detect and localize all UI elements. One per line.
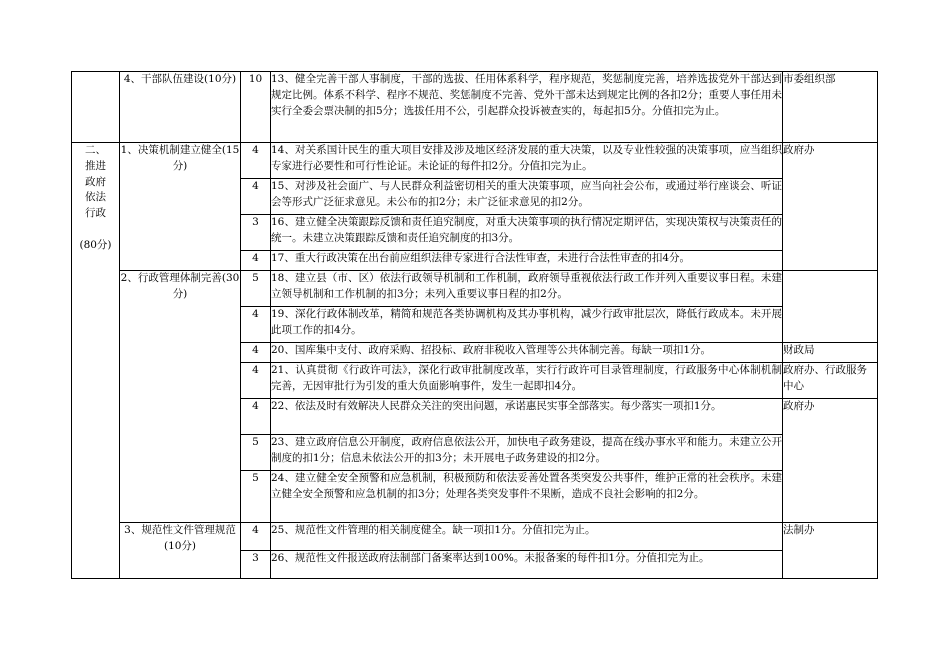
- category-title: 二、推进政府依法行政: [85, 144, 106, 219]
- criterion-cell: 13、健全完善干部人事制度，干部的选拔、任用体系科学，程序规范，奖惩制度完善，培养选拔党外干部达到规定比例。体系不科学、程序不规范、奖惩制度不完善、党外干部未达到规定比例的各扣2分；重要人事任用未实行全委会票决制的扣5分；选拔任用不公，引起群众投诉被查实的，每起扣5分。分值扣完为止。: [271, 72, 783, 143]
- table-row: [72, 72, 878, 143]
- subcategory-cell: 3、规范性文件管理规范(10分): [120, 523, 241, 579]
- responsible-cell: 政府办: [783, 399, 878, 523]
- category-score: (80分): [79, 238, 112, 251]
- points-cell: 4: [241, 251, 271, 271]
- criterion-cell: 21、认真贯彻《行政许可法》，深化行政审批制度改革，实行行政许可目录管理制度，行政服务中心体制机制完善，无因审批行为引发的重大负面影响事件，发生一起即扣4分。: [271, 363, 783, 399]
- criterion-cell: 18、建立县（市、区）依法行政领导机制和工作机制，政府领导重视依法行政工作并列入重要议事日程。未建立领导机制和工作机制的扣3分；未列入重要议事日程的扣2分。: [271, 271, 783, 307]
- responsible-cell: 市委组织部: [783, 72, 878, 143]
- responsible-cell-empty: [783, 271, 878, 343]
- criterion-cell: 23、建立政府信息公开制度，政府信息依法公开，加快电子政务建设，提高在线办事水平和能力。未建立公开制度的扣1分；信息未依法公开的扣3分；未开展电子政务建设的扣2分。: [271, 435, 783, 471]
- subcategory-cell: 2、行政管理体制完善(30分): [120, 271, 241, 523]
- points-cell: 5: [241, 271, 271, 307]
- table-row: [72, 271, 878, 307]
- criterion-cell: 15、对涉及社会面广、与人民群众利益密切相关的重大决策事项，应当向社会公布，或通过举行座谈会、听证会等形式广泛征求意见。未公布的扣2分；未广泛征求意见的扣2分。: [271, 179, 783, 215]
- responsible-cell: 政府办: [783, 143, 878, 271]
- criterion-cell: 14、对关系国计民生的重大项目安排及涉及地区经济发展的重大决策，以及专业性较强的决策事项，应当组织专家进行必要性和可行性论证。未论证的每件扣2分。分值扣完为止。: [271, 143, 783, 179]
- points-cell: 4: [241, 307, 271, 343]
- points-cell: 3: [241, 551, 271, 579]
- points-cell: 5: [241, 435, 271, 471]
- category-cell-empty: [72, 72, 120, 143]
- points-cell: 4: [241, 399, 271, 435]
- points-cell: 4: [241, 523, 271, 551]
- points-cell: 10: [241, 72, 271, 143]
- criterion-cell: 19、深化行政体制改革，精简和规范各类协调机构及其办事机构，减少行政审批层次，降低行政成本。未开展此项工作的扣4分。: [271, 307, 783, 343]
- points-cell: 5: [241, 471, 271, 523]
- points-cell: 4: [241, 179, 271, 215]
- points-cell: 4: [241, 363, 271, 399]
- evaluation-table: [71, 71, 878, 579]
- subcategory-cell: 4、干部队伍建设(10分): [120, 72, 241, 143]
- responsible-cell: 财政局: [783, 343, 878, 363]
- criterion-cell: 20、国库集中支付、政府采购、招投标、政府非税收入管理等公共体制完善。每缺一项扣1分。: [271, 343, 783, 363]
- criterion-cell: 26、规范性文件报送政府法制部门备案率达到100%。未报备案的每件扣1分。分值扣完为止。: [271, 551, 783, 579]
- responsible-cell: 政府办、行政服务中心: [783, 363, 878, 399]
- subcategory-cell: 1、决策机制建立健全(15分): [120, 143, 241, 271]
- responsible-cell: 法制办: [783, 523, 878, 579]
- criterion-cell: 22、依法及时有效解决人民群众关注的突出问题，承诺惠民实事全部落实。每少落实一项扣1分。: [271, 399, 783, 435]
- criterion-cell: 16、建立健全决策跟踪反馈和责任追究制度，对重大决策事项的执行情况定期评估，实现决策权与决策责任的统一。未建立决策跟踪反馈和责任追究制度的扣3分。: [271, 215, 783, 251]
- criterion-cell: 25、规范性文件管理的相关制度健全。缺一项扣1分。分值扣完为止。: [271, 523, 783, 551]
- criterion-cell: 17、重大行政决策在出台前应组织法律专家进行合法性审查，未进行合法性审查的扣4分。: [271, 251, 783, 271]
- table-row: [72, 143, 878, 179]
- points-cell: 3: [241, 215, 271, 251]
- points-cell: 4: [241, 143, 271, 179]
- table-row: [72, 523, 878, 551]
- criterion-cell: 24、建立健全安全预警和应急机制，积极预防和依法妥善处置各类突发公共事件，维护正常的社会秩序。未建立健全安全预警和应急机制的扣3分；处理各类突发事件不果断，造成不良社会影响的扣2分。: [271, 471, 783, 523]
- points-cell: 4: [241, 343, 271, 363]
- category-cell: [72, 143, 120, 579]
